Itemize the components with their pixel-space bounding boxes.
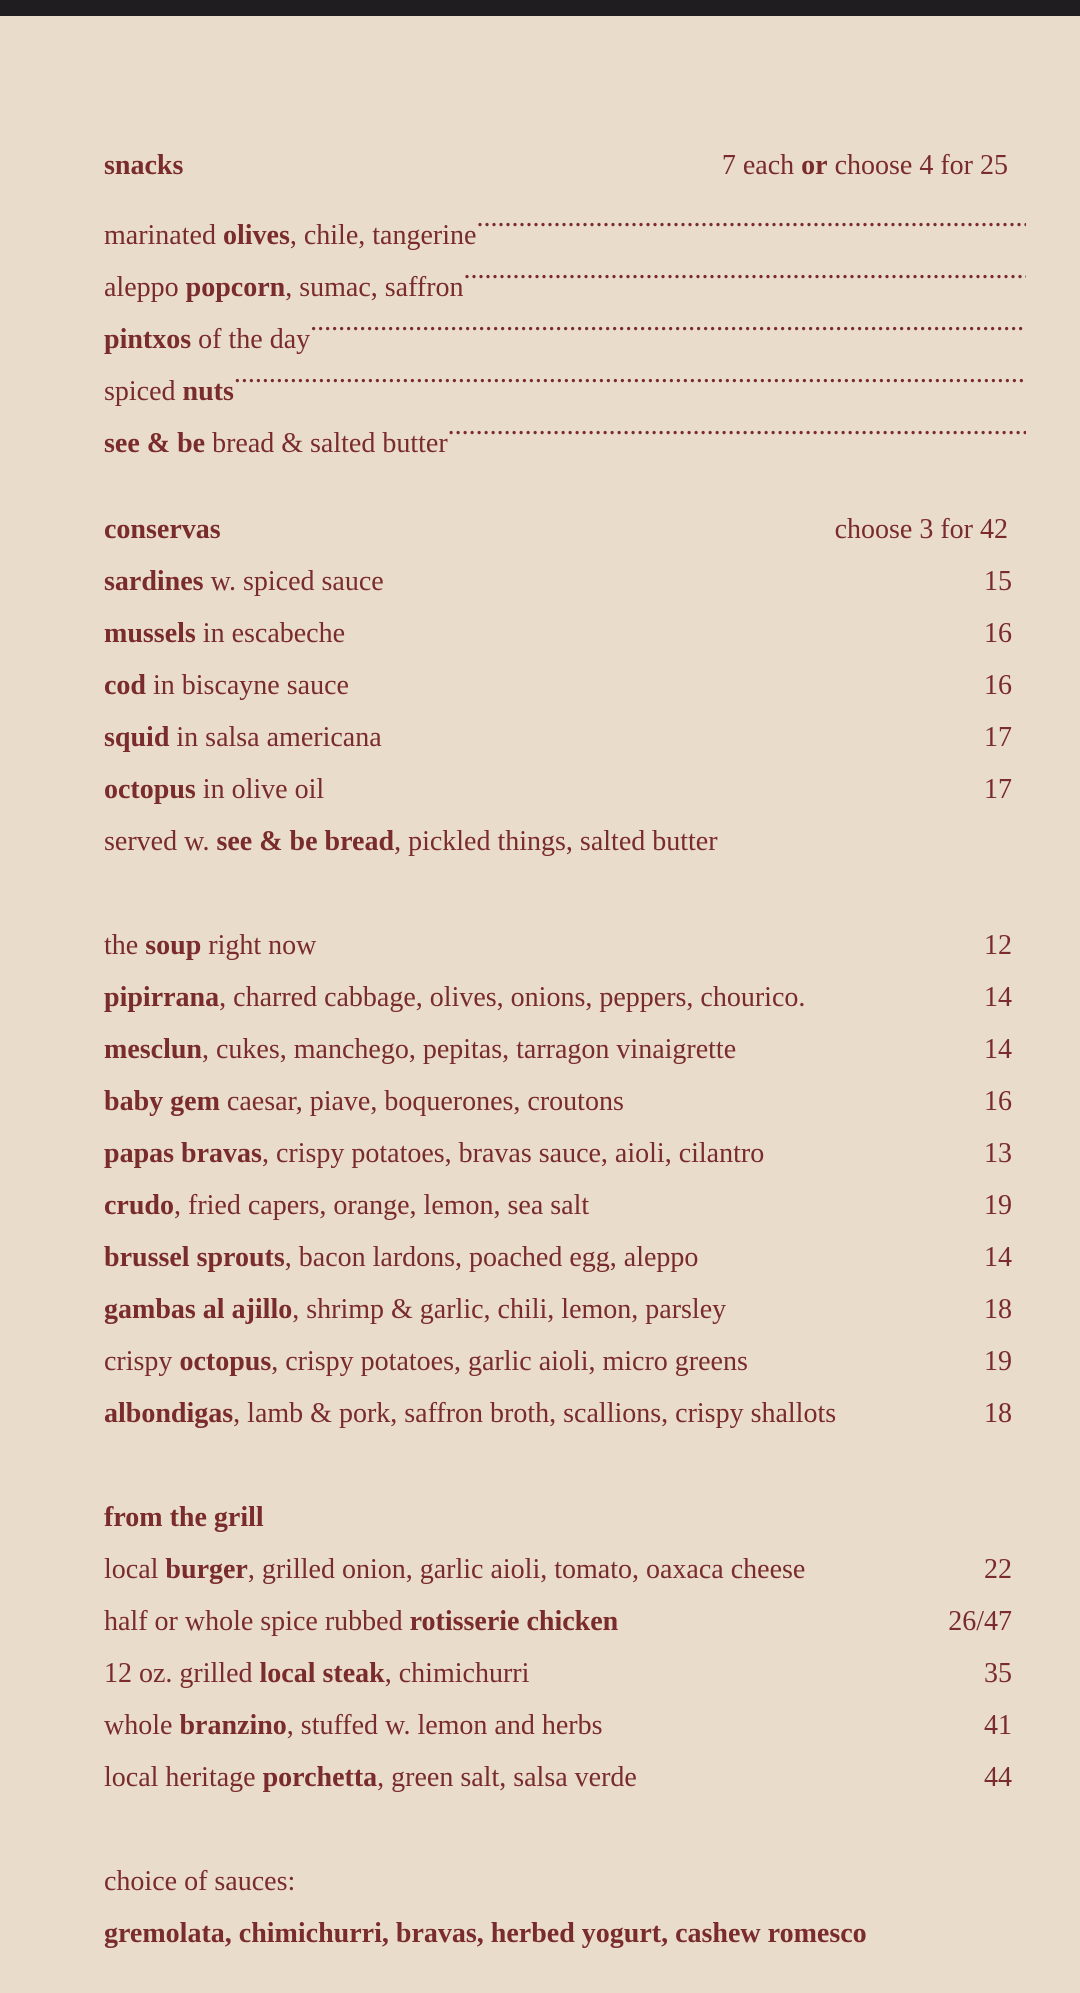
plate-item: brussel sprouts, bacon lardons, poached egg, aleppo 14 [104, 1232, 1026, 1284]
grill-item: local burger, grilled onion, garlic aioli, tomato, oaxaca cheese 22 [104, 1544, 1026, 1596]
dot-leader [310, 296, 1026, 348]
item-price: 18 [984, 1398, 1012, 1429]
item-price: 22 [984, 1554, 1012, 1585]
item-price: 44 [984, 1762, 1012, 1793]
dot-leader [234, 348, 1026, 400]
grill-item: local heritage porchetta, green salt, salsa verde 44 [104, 1752, 1026, 1804]
dot-leader [448, 400, 1026, 452]
item-price: 41 [984, 1710, 1012, 1741]
dot-leader [464, 244, 1026, 296]
conservas-title: conservas [104, 514, 221, 545]
grill-title: from the grill [104, 1502, 264, 1533]
snack-item: spiced nuts ..... [104, 348, 1026, 400]
menu-page [104, 140, 1026, 1960]
sauce-item: bravas [395, 1918, 477, 1949]
plate-item: gambas al ajillo, shrimp & garlic, chili, lemon, parsley 18 [104, 1284, 1026, 1336]
grill-item: whole branzino, stuffed w. lemon and herbs 41 [104, 1700, 1026, 1752]
item-price: 14 [984, 1242, 1012, 1273]
item-price: 16 [984, 1086, 1012, 1117]
item-price: 16 [984, 670, 1012, 701]
sauce-item: gremolata [104, 1918, 225, 1949]
conserva-item: mussels in escabeche 16 [104, 608, 1026, 660]
plate-item: papas bravas, crispy potatoes, bravas sauce, aioli, cilantro 13 [104, 1128, 1026, 1180]
item-price: 18 [984, 1294, 1012, 1325]
item-price: 13 [984, 1138, 1012, 1169]
item-price: 12 [984, 930, 1012, 961]
snacks-title: snacks [104, 150, 184, 181]
conserva-item: squid in salsa americana 17 [104, 712, 1026, 764]
conserva-item: octopus in olive oil 17 [104, 764, 1026, 816]
dot-leader [476, 192, 1026, 244]
item-price: 19 [984, 1346, 1012, 1377]
item-price: 14 [984, 982, 1012, 1013]
conservas-price-note: choose 3 for 42 [834, 514, 1008, 545]
snack-item: see & be bread & salted butter ..... [104, 400, 1026, 452]
grill-header [104, 1492, 1026, 1544]
conservas-header [104, 504, 1026, 556]
sauce-item: herbed yogurt [490, 1918, 662, 1949]
conserva-item: cod in biscayne sauce 16 [104, 660, 1026, 712]
plate-item: crispy octopus, crispy potatoes, garlic aioli, micro greens 19 [104, 1336, 1026, 1388]
item-price: 16 [984, 618, 1012, 649]
snacks-header [104, 140, 1026, 192]
item-price: 26/47 [948, 1606, 1012, 1637]
grill-item: 12 oz. grilled local steak, chimichurri 35 [104, 1648, 1026, 1700]
plate-item: crudo, fried capers, orange, lemon, sea salt 19 [104, 1180, 1026, 1232]
conservas-note: served w. see & be bread, pickled things, salted butter [104, 826, 718, 857]
snack-item: marinated olives, chile, tangerine ..... [104, 192, 1026, 244]
top-bar [0, 0, 1080, 16]
snack-item: pintxos of the day ..... [104, 296, 1026, 348]
item-price: 14 [984, 1034, 1012, 1065]
plate-item: the soup right now 12 [104, 920, 1026, 972]
conserva-item: sardines w. spiced sauce 15 [104, 556, 1026, 608]
item-price: 17 [984, 774, 1012, 805]
sauces-list: gremolata, chimichurri, bravas, herbed yogurt, cashew romesco [104, 1918, 867, 1949]
sauce-item: cashew romesco [675, 1918, 867, 1949]
item-price: 19 [984, 1190, 1012, 1221]
snack-item: aleppo popcorn, sumac, saffron ..... [104, 244, 1026, 296]
item-price: 35 [984, 1658, 1012, 1689]
sauce-item: chimichurri [238, 1918, 382, 1949]
plate-item: albondigas, lamb & pork, saffron broth, scallions, crispy shallots 18 [104, 1388, 1026, 1440]
item-price: 15 [984, 566, 1012, 597]
plate-item: baby gem caesar, piave, boquerones, croutons 16 [104, 1076, 1026, 1128]
plate-item: mesclun, cukes, manchego, pepitas, tarragon vinaigrette 14 [104, 1024, 1026, 1076]
plate-item: pipirrana, charred cabbage, olives, onions, peppers, chourico. 14 [104, 972, 1026, 1024]
grill-item: half or whole spice rubbed rotisserie chicken 26/47 [104, 1596, 1026, 1648]
item-price: 17 [984, 722, 1012, 753]
sauces-label: choice of sauces: [104, 1866, 296, 1897]
snacks-price-note: 7 each or choose 4 for 25 [721, 150, 1008, 181]
